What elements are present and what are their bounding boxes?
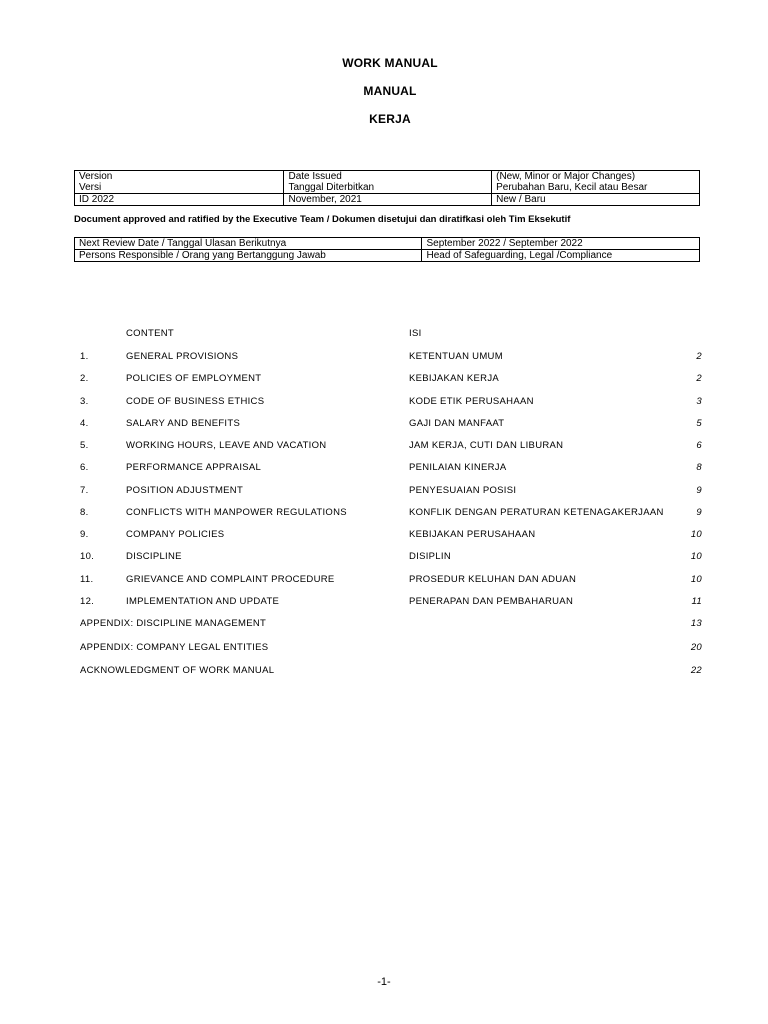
toc-page: 5 bbox=[696, 418, 702, 429]
responsible-value: Head of Safeguarding, Legal /Compliance bbox=[422, 250, 700, 262]
toc-row[interactable] bbox=[0, 507, 768, 521]
toc-page: 10 bbox=[690, 529, 702, 540]
toc-page: 6 bbox=[696, 440, 702, 451]
toc-title-id: PENILAIAN KINERJA bbox=[409, 462, 507, 473]
toc-header-content: CONTENT bbox=[126, 328, 175, 339]
toc-appendix-title: APPENDIX: DISCIPLINE MANAGEMENT bbox=[80, 618, 267, 629]
toc-title-en: GRIEVANCE AND COMPLAINT PROCEDURE bbox=[126, 574, 335, 585]
toc-number: 10. bbox=[80, 551, 95, 562]
toc-appendix-row[interactable] bbox=[0, 618, 768, 632]
toc-number: 8. bbox=[80, 507, 89, 518]
toc-page: 22 bbox=[690, 665, 702, 676]
toc-number: 5. bbox=[80, 440, 89, 451]
toc-title-en: DISCIPLINE bbox=[126, 551, 182, 562]
toc-header bbox=[0, 328, 768, 342]
date-issued-label-id: Tanggal Diterbitkan bbox=[284, 182, 492, 194]
toc-title-id: PROSEDUR KELUHAN DAN ADUAN bbox=[409, 574, 577, 585]
toc-title-id: JAM KERJA, CUTI DAN LIBURAN bbox=[409, 440, 564, 451]
toc-page: 10 bbox=[690, 574, 702, 585]
toc-number: 4. bbox=[80, 418, 89, 429]
toc-title-id: PENYESUAIAN POSISI bbox=[409, 485, 517, 496]
toc-title-en: COMPANY POLICIES bbox=[126, 529, 225, 540]
version-label: Version bbox=[75, 171, 284, 183]
toc-title-id: DISIPLIN bbox=[409, 551, 451, 562]
toc-title-en: IMPLEMENTATION AND UPDATE bbox=[126, 596, 280, 607]
toc-appendix-row[interactable] bbox=[0, 642, 768, 656]
toc-title-en: PERFORMANCE APPRAISAL bbox=[126, 462, 262, 473]
toc-appendix-title: APPENDIX: COMPANY LEGAL ENTITIES bbox=[80, 642, 269, 653]
toc-row[interactable] bbox=[0, 462, 768, 476]
toc-title-id: PENERAPAN DAN PEMBAHARUAN bbox=[409, 596, 574, 607]
toc-title-en: SALARY AND BENEFITS bbox=[126, 418, 241, 429]
toc-number: 2. bbox=[80, 373, 89, 384]
toc-title-id: KONFLIK DENGAN PERATURAN KETENAGAKERJAAN bbox=[409, 507, 664, 518]
toc-page: 11 bbox=[691, 596, 702, 607]
toc-title-en: CONFLICTS WITH MANPOWER REGULATIONS bbox=[126, 507, 347, 518]
toc-page: 13 bbox=[690, 618, 702, 629]
toc-page: 9 bbox=[696, 507, 702, 518]
toc-number: 7. bbox=[80, 485, 89, 496]
responsible-label: Persons Responsible / Orang yang Bertanggung Jawab bbox=[75, 250, 422, 262]
toc-row[interactable] bbox=[0, 529, 768, 543]
toc-page: 20 bbox=[690, 642, 702, 653]
toc-title-id: GAJI DAN MANFAAT bbox=[409, 418, 505, 429]
toc-row[interactable] bbox=[0, 440, 768, 454]
toc-page: 9 bbox=[696, 485, 702, 496]
toc-title-en: POLICIES OF EMPLOYMENT bbox=[126, 373, 262, 384]
toc-row[interactable] bbox=[0, 351, 768, 365]
toc-number: 3. bbox=[80, 396, 89, 407]
toc-row[interactable] bbox=[0, 596, 768, 610]
version-value: ID 2022 bbox=[75, 194, 284, 206]
toc-appendix-title: ACKNOWLEDGMENT OF WORK MANUAL bbox=[80, 665, 275, 676]
toc-title-en: WORKING HOURS, LEAVE AND VACATION bbox=[126, 440, 327, 451]
title-line-3: KERJA bbox=[369, 112, 411, 126]
toc-header-isi: ISI bbox=[409, 328, 422, 339]
changes-label: (New, Minor or Major Changes) bbox=[492, 171, 700, 183]
date-issued-value: November, 2021 bbox=[284, 194, 492, 206]
toc-page: 3 bbox=[696, 396, 702, 407]
toc-title-en: CODE OF BUSINESS ETHICS bbox=[126, 396, 265, 407]
toc-page: 2 bbox=[696, 373, 702, 384]
version-label-id: Versi bbox=[75, 182, 284, 194]
approval-statement: Document approved and ratified by the Executive Team / Dokumen disetujui dan diratifkasi oleh Tim Eksekutif bbox=[74, 214, 571, 225]
toc-number: 9. bbox=[80, 529, 89, 540]
toc-appendix-row[interactable] bbox=[0, 665, 768, 679]
changes-label-id: Perubahan Baru, Kecil atau Besar bbox=[492, 182, 700, 194]
toc-row[interactable] bbox=[0, 485, 768, 499]
toc-title-id: KEBIJAKAN PERUSAHAAN bbox=[409, 529, 536, 540]
toc-row[interactable] bbox=[0, 396, 768, 410]
toc-title-id: KEBIJAKAN KERJA bbox=[409, 373, 500, 384]
toc-number: 6. bbox=[80, 462, 89, 473]
toc-title-en: POSITION ADJUSTMENT bbox=[126, 485, 244, 496]
toc-number: 1. bbox=[80, 351, 89, 362]
next-review-label: Next Review Date / Tanggal Ulasan Berikutnya bbox=[75, 238, 422, 250]
toc-page: 2 bbox=[696, 351, 702, 362]
toc-page: 10 bbox=[690, 551, 702, 562]
toc-row[interactable] bbox=[0, 574, 768, 588]
toc-page: 8 bbox=[696, 462, 702, 473]
toc-number: 12. bbox=[80, 596, 95, 607]
toc-title-id: KODE ETIK PERUSAHAAN bbox=[409, 396, 534, 407]
toc-row[interactable] bbox=[0, 551, 768, 565]
toc-row[interactable] bbox=[0, 418, 768, 432]
title-line-2: MANUAL bbox=[363, 84, 417, 98]
page-number: -1- bbox=[377, 976, 391, 988]
toc-title-en: GENERAL PROVISIONS bbox=[126, 351, 239, 362]
date-issued-label: Date Issued bbox=[284, 171, 492, 183]
title-line-1: WORK MANUAL bbox=[342, 56, 438, 70]
toc-number: 11. bbox=[80, 574, 94, 585]
changes-value: New / Baru bbox=[492, 194, 700, 206]
toc-title-id: KETENTUAN UMUM bbox=[409, 351, 503, 362]
toc-row[interactable] bbox=[0, 373, 768, 387]
next-review-value: September 2022 / September 2022 bbox=[422, 238, 700, 250]
